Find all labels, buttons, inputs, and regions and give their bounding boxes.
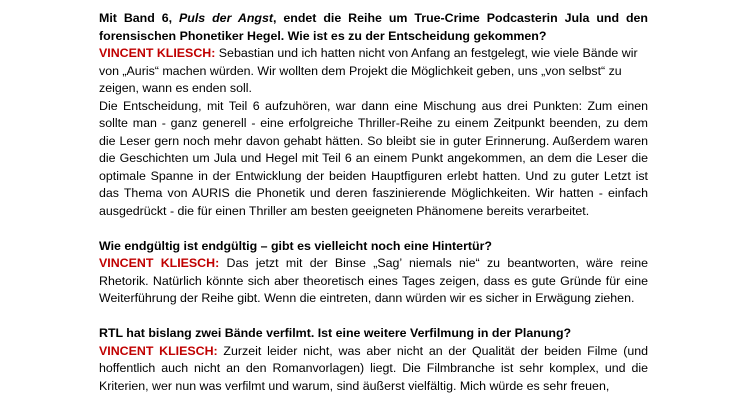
question-1-text-a: Mit Band 6, <box>99 11 180 25</box>
interview-block-2 <box>99 238 648 308</box>
document-page <box>99 10 648 395</box>
book-title: Puls der Angst <box>179 11 273 25</box>
speaker-label: VINCENT KLIESCH: <box>99 46 216 60</box>
answer-1-paragraph-1 <box>99 45 648 98</box>
answer-2 <box>99 255 648 308</box>
answer-3-text: Zurzeit leider nicht, was aber nicht an der Qualität der beiden Filme (und hoffentlich auch nicht an den Romanvorlagen) liegt. Die Filmbranche ist sehr komplex, und die Kriterien, wer nun was verfilmt und warum, sind äußerst vielfältig. Mich würde es sehr freuen, <box>99 343 648 393</box>
speaker-label: VINCENT KLIESCH: <box>99 343 218 358</box>
paragraph-gap <box>99 220 648 238</box>
answer-1-paragraph-2: Die Entscheidung, mit Teil 6 aufzuhören, war dann eine Mischung aus drei Punkten: Zum einen sollte man - ganz generell - eine erfolgreiche Thriller-Reihe zu einem Zeitpunkt beenden, zu dem die Leser gern noch mehr davon gehabt hätten. So bleibt sie in guter Erinnerung. Außerdem waren die Geschichten um Jula und Hegel mit Teil 6 an einem Punkt angekommen, an dem die Leser die optimale Spanne in der Entwicklung der beiden Hauptfiguren erlebt hatten. Und zu guter Letzt ist das Thema von AURIS die Phonetik und deren faszinierende Möglichkeiten. Wir hatten - einfach ausgedrückt - die für einen Thriller am besten geeigneten Phänomene bereits verarbeitet. <box>99 98 648 218</box>
speaker-label: VINCENT KLIESCH: <box>99 256 220 270</box>
question-1 <box>99 10 648 45</box>
paragraph-gap <box>99 308 648 326</box>
answer-1-text-1: Sebastian und ich hatten nicht von Anfang an festgelegt, wie viele Bände wir von „Auris“ machen würden. Wir wollten dem Projekt die Möglichkeit geben, uns „von selbst“ zu zeigen, wann es enden soll. <box>99 46 638 95</box>
interview-block-1 <box>99 10 648 220</box>
answer-2-text: Das jetzt mit der Binse „Sag’ niemals nie“ zu beantworten, wäre reine Rhetorik. Natürlich könnte sich aber theoretisch eines Tages zeigen, dass es gute Gründe für eine Weiterführung der Reihe gibt. Wenn die eintreten, dann würden wir es sicher in Erwägung ziehen. <box>99 256 648 305</box>
question-1-text-b: , endet die Reihe um True-Crime Podcasterin Jula und den forensischen Phonetiker Hegel. Wie ist es zu der Entscheidung gekommen? <box>99 11 648 43</box>
question-2: Wie endgültig ist endgültig – gibt es vielleicht noch eine Hintertür? <box>99 238 492 253</box>
interview-block-3 <box>99 325 648 395</box>
question-3: RTL hat bislang zwei Bände verfilmt. Ist eine weitere Verfilmung in der Planung? <box>99 326 572 340</box>
answer-3 <box>99 343 648 396</box>
